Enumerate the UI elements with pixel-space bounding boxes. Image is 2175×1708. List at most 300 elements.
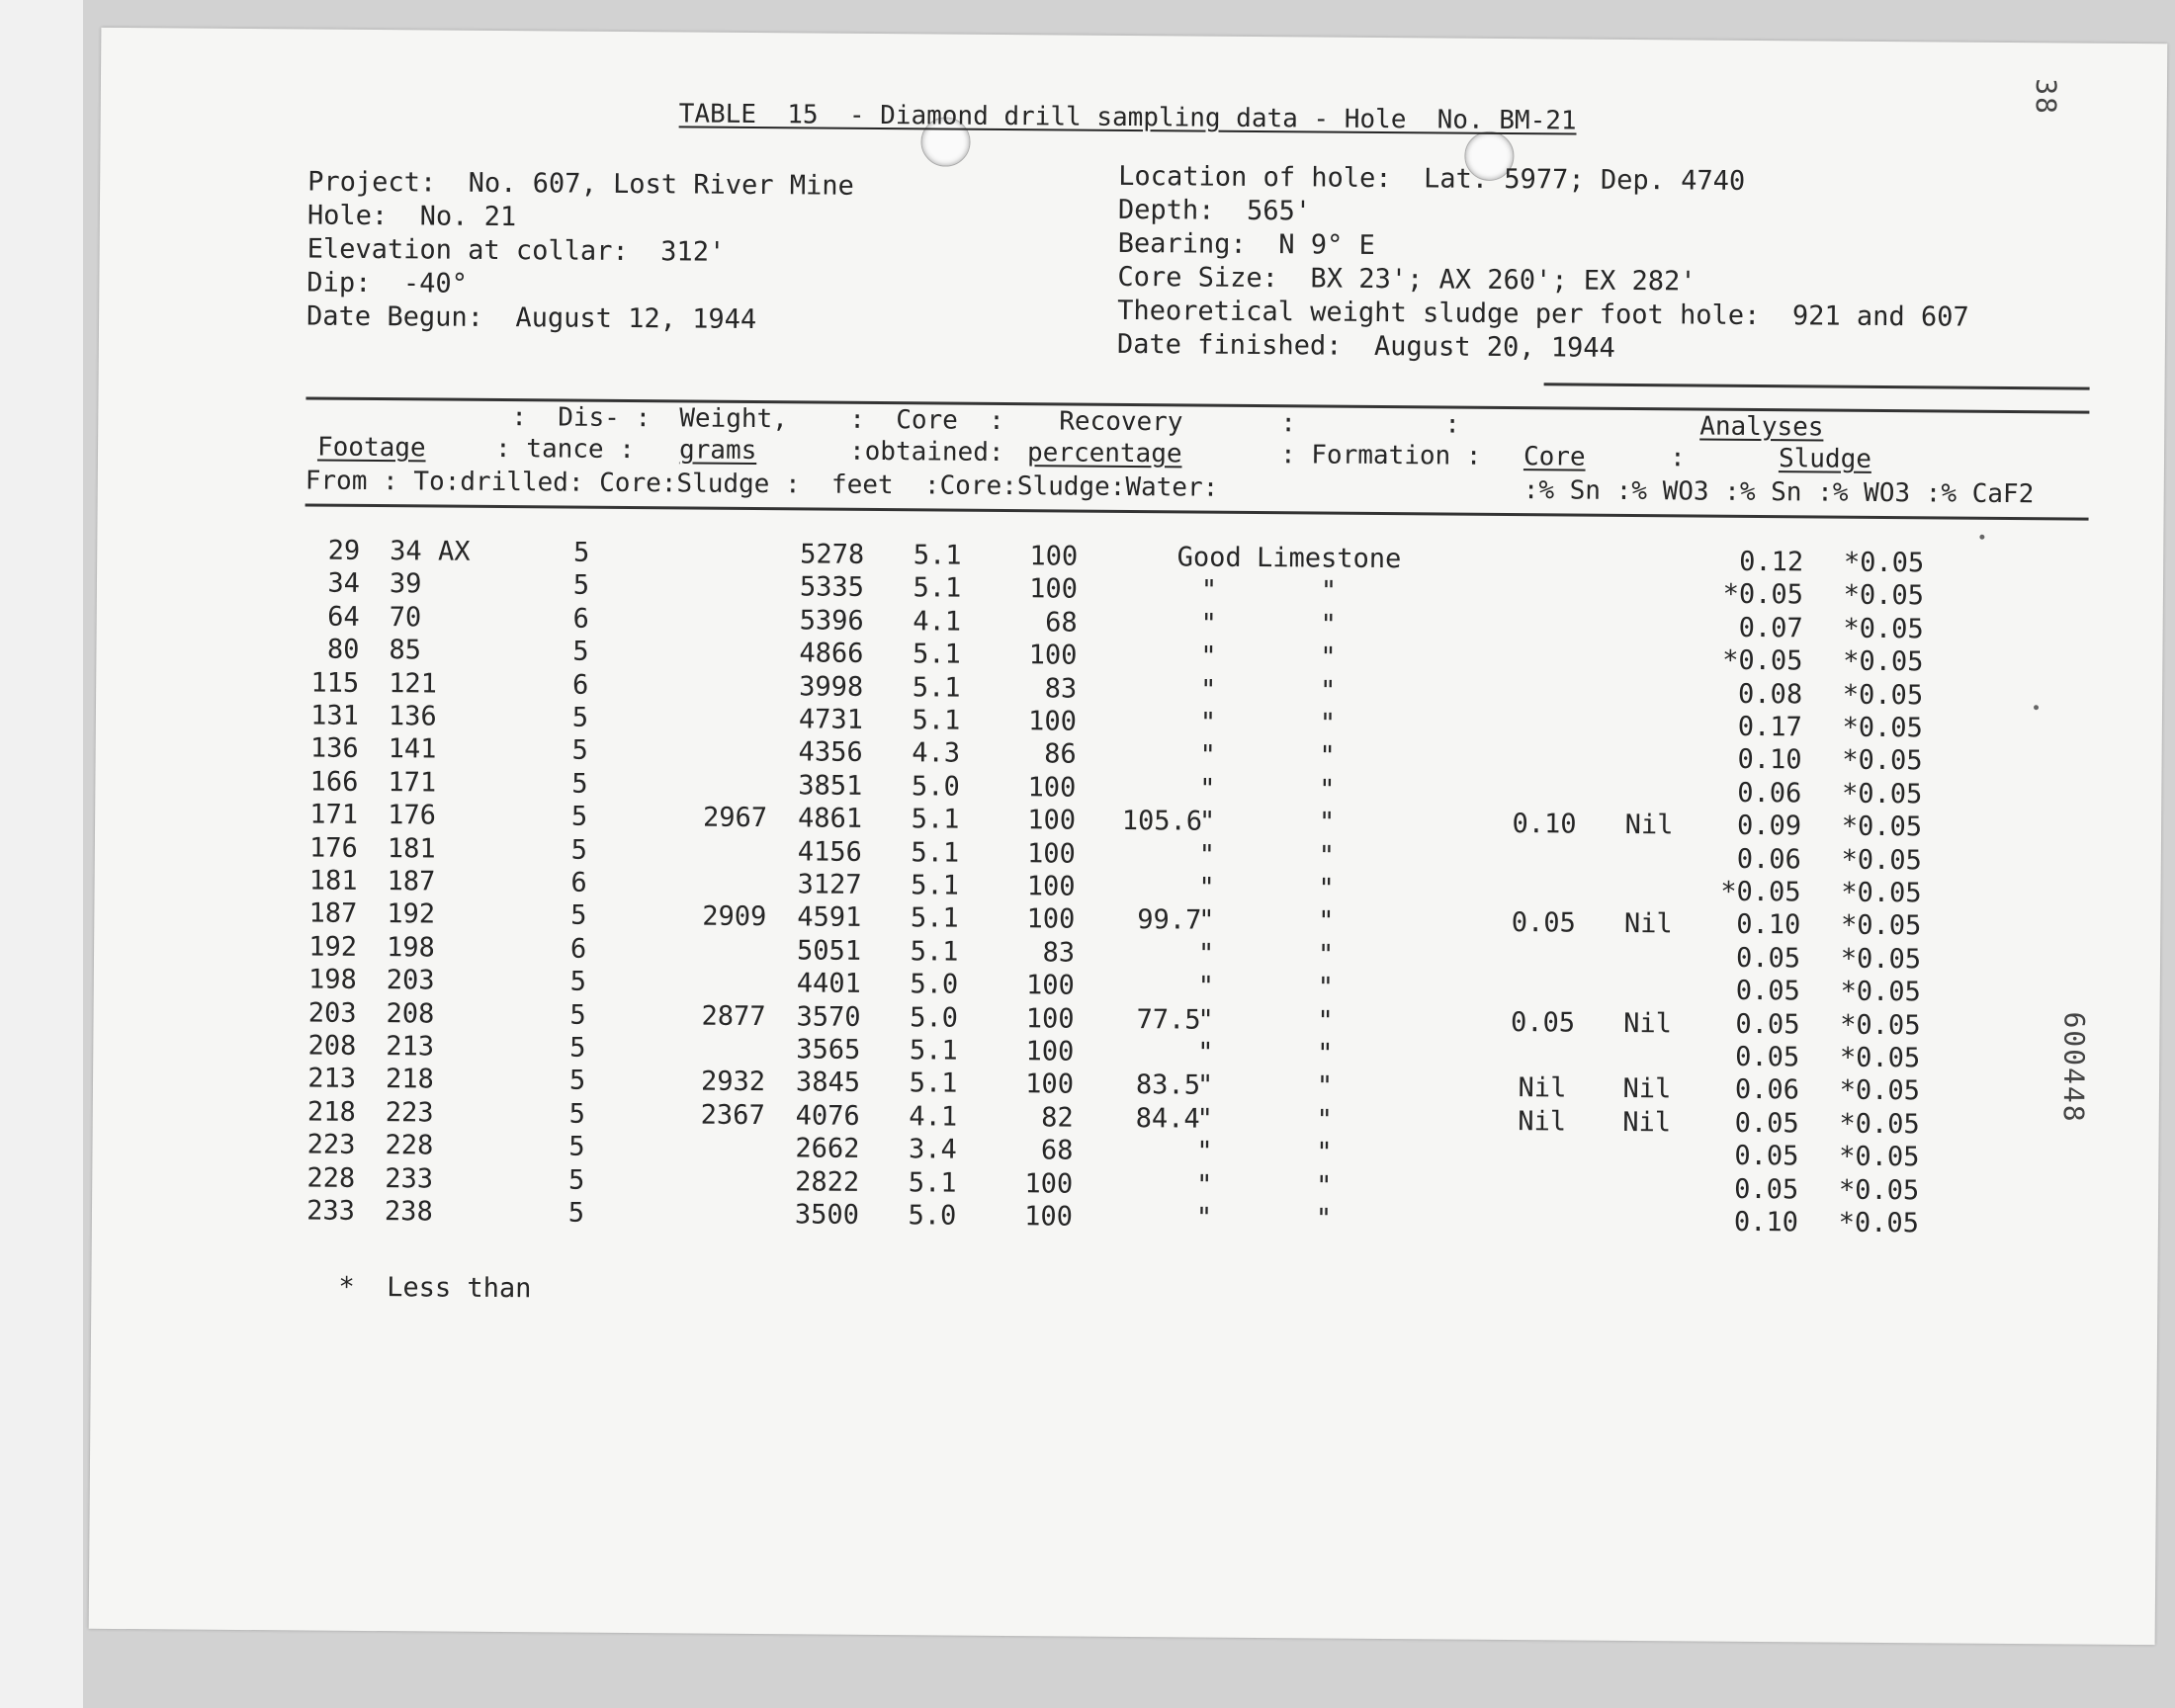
cell-sl-sn: 0.08: [1737, 678, 1803, 710]
cell-rec-core: 68: [1040, 1135, 1074, 1166]
cell-core-ft: 5.1: [912, 671, 961, 704]
cell-sl-sn: 0.05: [1735, 1008, 1800, 1040]
cell-rec-water: ": [1197, 971, 1215, 1002]
cell-from: 131: [310, 700, 360, 731]
cell-core-ft: 4.1: [909, 1101, 958, 1133]
cell-w-core: [677, 1198, 764, 1199]
cell-w-core: 2967: [702, 802, 768, 834]
cell-sl-wo3: *0.05: [1841, 778, 1923, 811]
cell-w-core: 2877: [701, 1000, 766, 1032]
cell-w-sludge: 4076: [795, 1100, 860, 1132]
cell-from: 187: [308, 897, 358, 930]
cell-formation: ": [1318, 873, 1335, 904]
cell-core-wo3: [1613, 546, 1689, 547]
side-stamp: 600448: [2056, 1011, 2091, 1124]
cell-formation: ": [1318, 905, 1335, 938]
cell-sl-sn: *0.05: [1722, 579, 1804, 611]
cell-from: 115: [310, 667, 360, 699]
cell-formation: ": [1318, 840, 1336, 872]
cell-core-ft: 5.0: [911, 771, 960, 803]
cell-sl-wo3: *0.05: [1839, 1108, 1920, 1141]
cell-drilled: 5: [570, 801, 588, 832]
cell-sl-sn: 0.05: [1735, 1041, 1800, 1073]
cell-rec-sludge: 84.4: [1135, 1102, 1200, 1135]
cell-sl-wo3: *0.05: [1843, 613, 1924, 645]
header-tance: : tance :: [494, 433, 636, 466]
cell-rec-water: ": [1195, 1202, 1213, 1234]
cell-core-wo3: [1613, 644, 1689, 645]
core-size-line: Core Size: BX 23'; AX 260'; EX 282': [1117, 261, 1696, 298]
cell-sl-wo3: *0.05: [1839, 1042, 1921, 1074]
cell-core-ft: 3.4: [908, 1134, 958, 1165]
header-analyses-colon: :: [1444, 409, 1461, 440]
cell-sl-sn: 0.06: [1734, 1074, 1800, 1106]
cell-rec-core: 82: [1041, 1102, 1074, 1134]
cell-w-core: 2932: [700, 1067, 766, 1098]
cell-w-core: [680, 868, 767, 869]
cell-w-sludge: 4731: [798, 704, 864, 735]
cell-rec-core: 100: [1029, 541, 1079, 572]
cell-sl-wo3: *0.05: [1842, 745, 1923, 777]
cell-sl-wo3: *0.05: [1843, 580, 1925, 612]
cell-sl-wo3: *0.05: [1838, 1207, 1920, 1239]
cell-core-sn: Nil: [1518, 1072, 1567, 1104]
hole-line: Hole: No. 21: [306, 200, 517, 233]
header-footage: Footage: [316, 432, 426, 464]
cell-w-sludge: 5396: [799, 605, 864, 637]
cell-w-sludge: 5335: [799, 571, 865, 604]
cell-core-sn: [1498, 974, 1589, 975]
cell-from: 136: [309, 732, 359, 765]
cell-sl-sn: 0.12: [1739, 546, 1804, 578]
cell-rec-water: ": [1196, 1136, 1213, 1167]
cell-core-wo3: [1609, 1172, 1684, 1173]
cell-rec-core: 83: [1042, 937, 1076, 969]
cell-core-sn: [1500, 710, 1591, 711]
cell-to: 203: [386, 965, 435, 996]
cell-formation: ": [1320, 575, 1338, 608]
cell-sl-wo3: *0.05: [1843, 547, 1925, 579]
cell-to: 39: [389, 568, 422, 600]
cell-w-sludge: 3500: [794, 1199, 860, 1231]
cell-w-sludge: 4866: [799, 638, 864, 670]
cell-from: 218: [306, 1096, 356, 1128]
cell-rec-core: 100: [1028, 640, 1078, 671]
cell-to: 233: [385, 1162, 434, 1195]
cell-rec-water: ": [1200, 640, 1217, 672]
cell-core-ft: 4.3: [912, 737, 961, 770]
cell-sl-sn: 0.10: [1737, 744, 1802, 776]
cell-sl-sn: 0.07: [1738, 612, 1803, 644]
cell-sl-sn: 0.05: [1734, 1141, 1799, 1172]
cell-formation: ": [1320, 609, 1337, 640]
cell-sl-wo3: *0.05: [1839, 1075, 1921, 1107]
speck: [1979, 535, 1984, 540]
cell-core-sn: 0.05: [1510, 1006, 1576, 1039]
cell-core-sn: [1501, 611, 1592, 612]
cell-core-sn: 0.05: [1511, 907, 1576, 939]
cell-drilled: 5: [571, 702, 589, 733]
cell-core-wo3: [1613, 578, 1689, 579]
cell-to: 218: [385, 1064, 434, 1095]
cell-to: 228: [385, 1130, 434, 1161]
theoretical-weight-line: Theoretical weight sludge per foot hole: 921 and 607: [1117, 295, 1969, 333]
cell-formation: Limestone: [1256, 543, 1402, 575]
cell-from: 198: [307, 964, 357, 996]
cell-formation: ": [1319, 708, 1337, 739]
cell-sl-wo3: *0.05: [1841, 844, 1922, 876]
cell-core-wo3: Nil: [1624, 810, 1674, 841]
cell-sl-sn: 0.17: [1737, 711, 1803, 743]
cell-from: 223: [306, 1129, 356, 1161]
cell-core-ft: 5.1: [912, 639, 961, 670]
cell-core-sn: [1500, 742, 1591, 743]
cell-w-sludge: 3565: [796, 1034, 861, 1066]
cell-w-sludge: 3845: [795, 1067, 861, 1099]
scanner-margin: [0, 0, 83, 1708]
elevation-line: Elevation at collar: 312': [306, 233, 726, 268]
cell-drilled: 5: [569, 999, 586, 1031]
header-recovery: Recovery: [1059, 406, 1183, 438]
cell-to: 141: [388, 733, 437, 765]
cell-drilled: 5: [570, 834, 588, 866]
cell-core-wo3: Nil: [1623, 908, 1673, 940]
cell-core-wo3: [1611, 876, 1687, 877]
cell-sl-sn: 0.05: [1735, 942, 1801, 975]
cell-sl-sn: 0.05: [1734, 1107, 1799, 1140]
cell-rec-core: 86: [1044, 738, 1077, 770]
cell-rec-sludge: 77.5: [1136, 1003, 1201, 1036]
cell-rec-water: ": [1198, 806, 1216, 837]
cell-to: 34 AX: [390, 536, 471, 567]
header-percentage: percentage: [1026, 438, 1182, 470]
cell-rec-water: ": [1197, 1004, 1214, 1036]
cell-to: 187: [387, 866, 436, 897]
cell-w-core: [681, 670, 768, 671]
cell-core-ft: 5.1: [910, 936, 959, 968]
cell-core-sn: [1499, 842, 1590, 843]
cell-from: 80: [326, 634, 360, 666]
cell-rec-water: ": [1198, 904, 1215, 937]
cell-sl-wo3: *0.05: [1841, 877, 1922, 909]
cell-rec-core: 100: [1025, 970, 1075, 1001]
cell-core-wo3: Nil: [1622, 1073, 1672, 1105]
cell-rec-core: 100: [1028, 706, 1078, 737]
cell-w-core: 2367: [700, 1099, 765, 1131]
cell-core-wo3: [1610, 942, 1686, 943]
cell-rec-water: ": [1200, 608, 1217, 640]
cell-from: 233: [306, 1195, 356, 1227]
cell-rec-core: 100: [1025, 1002, 1075, 1035]
cell-core-wo3: [1612, 743, 1688, 744]
cell-rec-core: 100: [1026, 871, 1076, 902]
cell-rec-core: 68: [1045, 607, 1078, 639]
cell-sl-sn: *0.05: [1722, 644, 1803, 677]
cell-w-core: [678, 1033, 765, 1034]
cell-rec-water: ": [1199, 773, 1216, 805]
cell-formation: ": [1317, 972, 1335, 1003]
cell-core-ft: 5.0: [910, 969, 959, 1000]
cell-to: 171: [388, 766, 437, 799]
data-table: [91, 534, 2163, 1301]
cell-formation: ": [1319, 740, 1336, 773]
cell-core-wo3: [1611, 777, 1687, 778]
cell-core-wo3: [1613, 612, 1689, 613]
cell-rec-water: ": [1199, 707, 1217, 738]
cell-from: 176: [308, 832, 359, 864]
cell-core-sn: [1501, 577, 1592, 578]
cell-rec-water: ": [1196, 1103, 1214, 1135]
cell-core-sn: [1497, 1040, 1588, 1041]
cell-rec-core: 100: [1027, 805, 1077, 836]
cell-core-ft: 4.1: [913, 606, 962, 638]
cell-drilled: 5: [567, 1197, 585, 1229]
cell-w-sludge: 3570: [796, 1000, 861, 1033]
rule-top-analyses: [1544, 383, 2090, 389]
header-formation: : Formation :: [1279, 440, 1482, 471]
cell-sl-sn: 0.06: [1737, 777, 1802, 810]
cell-formation: ": [1318, 807, 1336, 838]
table-title: TABLE 15 - Diamond drill sampling data - Hole No. BM-21: [678, 99, 1577, 136]
cell-sl-sn: 0.06: [1736, 843, 1801, 875]
cell-rec-core: 100: [1024, 1167, 1074, 1200]
cell-sl-sn: 0.10: [1736, 909, 1801, 941]
cell-core-ft: 5.0: [910, 1001, 959, 1034]
cell-to: 213: [386, 1031, 435, 1063]
cell-drilled: 5: [571, 768, 588, 800]
cell-drilled: 6: [572, 603, 589, 635]
cell-w-core: [679, 934, 766, 935]
cell-core-wo3: [1612, 711, 1688, 712]
footnote: * Less than: [338, 1271, 532, 1305]
cell-to: 192: [387, 898, 436, 930]
location-line: Location of hole: Lat. 5977; Dep. 4740: [1118, 160, 1746, 197]
cell-w-sludge: 3851: [798, 770, 863, 802]
cell-core-ft: 5.1: [913, 540, 962, 571]
cell-rec-water: ": [1199, 739, 1216, 772]
header-analytes: :% Sn :% WO3 :% Sn :% WO3 :% CaF2: [1522, 475, 2035, 510]
cell-core-wo3: Nil: [1623, 1007, 1673, 1039]
cell-w-sludge: 2662: [795, 1133, 860, 1165]
cell-from: 29: [327, 535, 361, 566]
cell-drilled: 5: [572, 636, 589, 667]
header-distance: : Dis- :: [511, 402, 652, 434]
cell-core-ft: 5.0: [908, 1200, 957, 1232]
cell-w-sludge: 2822: [795, 1165, 860, 1198]
dip-line: Dip: -40°: [306, 267, 469, 299]
cell-core-sn: [1499, 875, 1590, 876]
cell-drilled: 5: [572, 537, 590, 568]
date-finished-line: Date finished: August 20, 1944: [1116, 328, 1615, 364]
cell-rec-sludge: 99.7: [1137, 904, 1202, 936]
cell-core-sn: [1498, 941, 1589, 942]
cell-sl-wo3: *0.05: [1840, 943, 1922, 976]
cell-rec-core: 100: [1026, 837, 1076, 870]
cell-sl-sn: 0.09: [1736, 811, 1802, 842]
depth-line: Depth: 565': [1117, 194, 1312, 227]
header-sep2: :: [1669, 443, 1686, 473]
cell-to: 70: [389, 601, 422, 634]
cell-drilled: 5: [570, 899, 587, 932]
header-sludge-analyses: Sludge: [1778, 444, 1872, 474]
cell-drilled: 5: [568, 1065, 586, 1097]
cell-rec-core: 100: [1025, 1036, 1075, 1068]
cell-core-ft: 5.1: [911, 836, 960, 869]
cell-core-sn: [1500, 677, 1591, 678]
cell-core-sn: [1499, 776, 1590, 777]
cell-sl-wo3: *0.05: [1842, 712, 1924, 744]
cell-drilled: 5: [572, 569, 590, 602]
page-mark: 38: [2029, 78, 2063, 117]
cell-sl-wo3: *0.05: [1840, 976, 1921, 1008]
cell-rec-water: ": [1195, 1169, 1213, 1201]
cell-rec-core: 100: [1027, 771, 1077, 804]
header-colon: :: [1280, 408, 1297, 439]
cell-w-core: [681, 736, 768, 737]
cell-core-wo3: [1609, 1206, 1684, 1207]
cell-formation: ": [1320, 641, 1337, 673]
cell-from: 208: [307, 1030, 357, 1062]
cell-rec-water: ": [1200, 574, 1218, 607]
cell-w-sludge: 4156: [797, 835, 862, 868]
cell-sl-wo3: *0.05: [1838, 1174, 1920, 1206]
cell-w-core: [681, 769, 768, 770]
cell-rec-core: 83: [1044, 672, 1078, 705]
cell-core-ft: 5.1: [913, 572, 962, 605]
cell-drilled: 5: [568, 1131, 585, 1162]
cell-core-sn: [1501, 643, 1592, 644]
cell-sl-sn: 0.05: [1734, 1173, 1799, 1205]
cell-drilled: 6: [571, 669, 589, 701]
cell-rec-core: 100: [1026, 903, 1076, 935]
cell-core-ft: 5.1: [912, 705, 961, 736]
cell-formation: ": [1315, 1170, 1333, 1202]
cell-to: 181: [387, 832, 436, 865]
cell-to: 136: [388, 701, 437, 732]
cell-drilled: 5: [568, 1098, 586, 1130]
cell-from: 64: [327, 601, 360, 633]
cell-core-wo3: [1610, 1140, 1685, 1141]
cell-from: 228: [306, 1162, 356, 1194]
cell-core-ft: 5.1: [908, 1166, 957, 1199]
cell-formation: ": [1319, 774, 1336, 806]
cell-core-wo3: Nil: [1622, 1106, 1672, 1139]
cell-to: 198: [386, 931, 435, 964]
cell-formation: ": [1317, 1038, 1334, 1069]
cell-w-core: [681, 703, 768, 704]
cell-sl-wo3: *0.05: [1840, 910, 1922, 942]
cell-core-sn: [1496, 1205, 1587, 1206]
cell-sl-sn: *0.05: [1720, 876, 1801, 908]
bearing-line: Bearing: N 9° E: [1117, 227, 1375, 261]
cell-to: 176: [388, 800, 437, 831]
cell-drilled: 6: [569, 933, 587, 965]
cell-core-ft: 5.1: [911, 870, 960, 901]
cell-drilled: 5: [569, 1032, 586, 1064]
cell-formation: ": [1319, 675, 1337, 707]
cell-w-core: [682, 538, 769, 539]
cell-w-sludge: 5051: [796, 935, 862, 967]
cell-rec-water: Good: [1176, 542, 1242, 573]
cell-rec-water: ": [1197, 938, 1215, 970]
cell-w-core: [682, 604, 769, 605]
cell-from: 34: [327, 568, 361, 600]
cell-rec-sludge: 105.6: [1121, 806, 1203, 837]
cell-drilled: 5: [567, 1164, 585, 1196]
cell-core-ft: 5.1: [911, 804, 960, 835]
header-obtained: :obtained:: [848, 436, 1004, 469]
cell-w-core: [679, 968, 766, 969]
cell-formation: ": [1317, 1005, 1334, 1037]
cell-from: 192: [308, 931, 358, 963]
cell-rec-water: ": [1196, 1069, 1214, 1102]
cell-rec-water: ": [1197, 1037, 1214, 1068]
cell-to: 85: [389, 635, 422, 666]
cell-core-ft: 5.1: [909, 1035, 958, 1067]
cell-w-sludge: 4356: [798, 736, 863, 769]
cell-rec-sludge: 83.5: [1135, 1069, 1201, 1101]
cell-from: 203: [307, 997, 357, 1029]
cell-w-sludge: 3998: [799, 670, 864, 703]
header-analyses: Analyses: [1699, 411, 1824, 443]
cell-sl-sn: 0.05: [1735, 976, 1800, 1007]
cell-formation: ": [1316, 1070, 1334, 1103]
header-grams: grams: [678, 435, 757, 467]
cell-w-core: [680, 835, 767, 836]
cell-core-ft: 5.1: [909, 1068, 958, 1100]
cell-from: 213: [307, 1063, 357, 1095]
cell-core-sn: 0.10: [1512, 809, 1577, 840]
cell-formation: ": [1316, 1137, 1333, 1168]
cell-core-sn: [1496, 1172, 1587, 1173]
cell-from: 166: [309, 766, 359, 798]
cell-to: 208: [386, 997, 435, 1030]
cell-core-wo3: [1610, 1041, 1685, 1042]
cell-core-ft: 5.1: [910, 902, 959, 935]
cell-drilled: 5: [571, 734, 588, 767]
cell-rec-core: 100: [1024, 1201, 1074, 1233]
cell-formation: ": [1316, 1104, 1333, 1136]
cell-to: 223: [385, 1096, 434, 1129]
date-begun-line: Date Begun: August 12, 1944: [305, 300, 757, 336]
header-weight: Weight,: [679, 403, 788, 435]
cell-core-sn: [1501, 545, 1592, 546]
cell-drilled: 6: [570, 867, 587, 898]
cell-sl-wo3: *0.05: [1840, 1009, 1921, 1041]
cell-core-sn: Nil: [1518, 1105, 1567, 1138]
cell-w-core: [678, 1133, 765, 1134]
speck: [2034, 705, 2039, 710]
cell-w-sludge: 4591: [797, 901, 862, 934]
header-core-analyses: Core: [1522, 442, 1586, 472]
cell-w-core: [677, 1165, 764, 1166]
cell-sl-wo3: *0.05: [1839, 1141, 1920, 1173]
cell-formation: ": [1317, 939, 1335, 971]
cell-from: 181: [308, 865, 358, 897]
cell-sl-wo3: *0.05: [1842, 679, 1924, 711]
header-core: : Core :: [849, 404, 1004, 437]
cell-rec-water: ": [1198, 872, 1215, 903]
document-page: [89, 28, 2168, 1645]
cell-rec-water: ": [1199, 674, 1217, 706]
cell-w-sludge: 4401: [796, 968, 861, 1000]
cell-rec-core: 100: [1025, 1068, 1075, 1100]
cell-from: 171: [309, 799, 359, 831]
cell-sl-wo3: *0.05: [1841, 811, 1923, 843]
cell-w-core: 2909: [702, 901, 767, 933]
cell-formation: ": [1315, 1203, 1333, 1235]
cell-to: 238: [384, 1196, 433, 1228]
